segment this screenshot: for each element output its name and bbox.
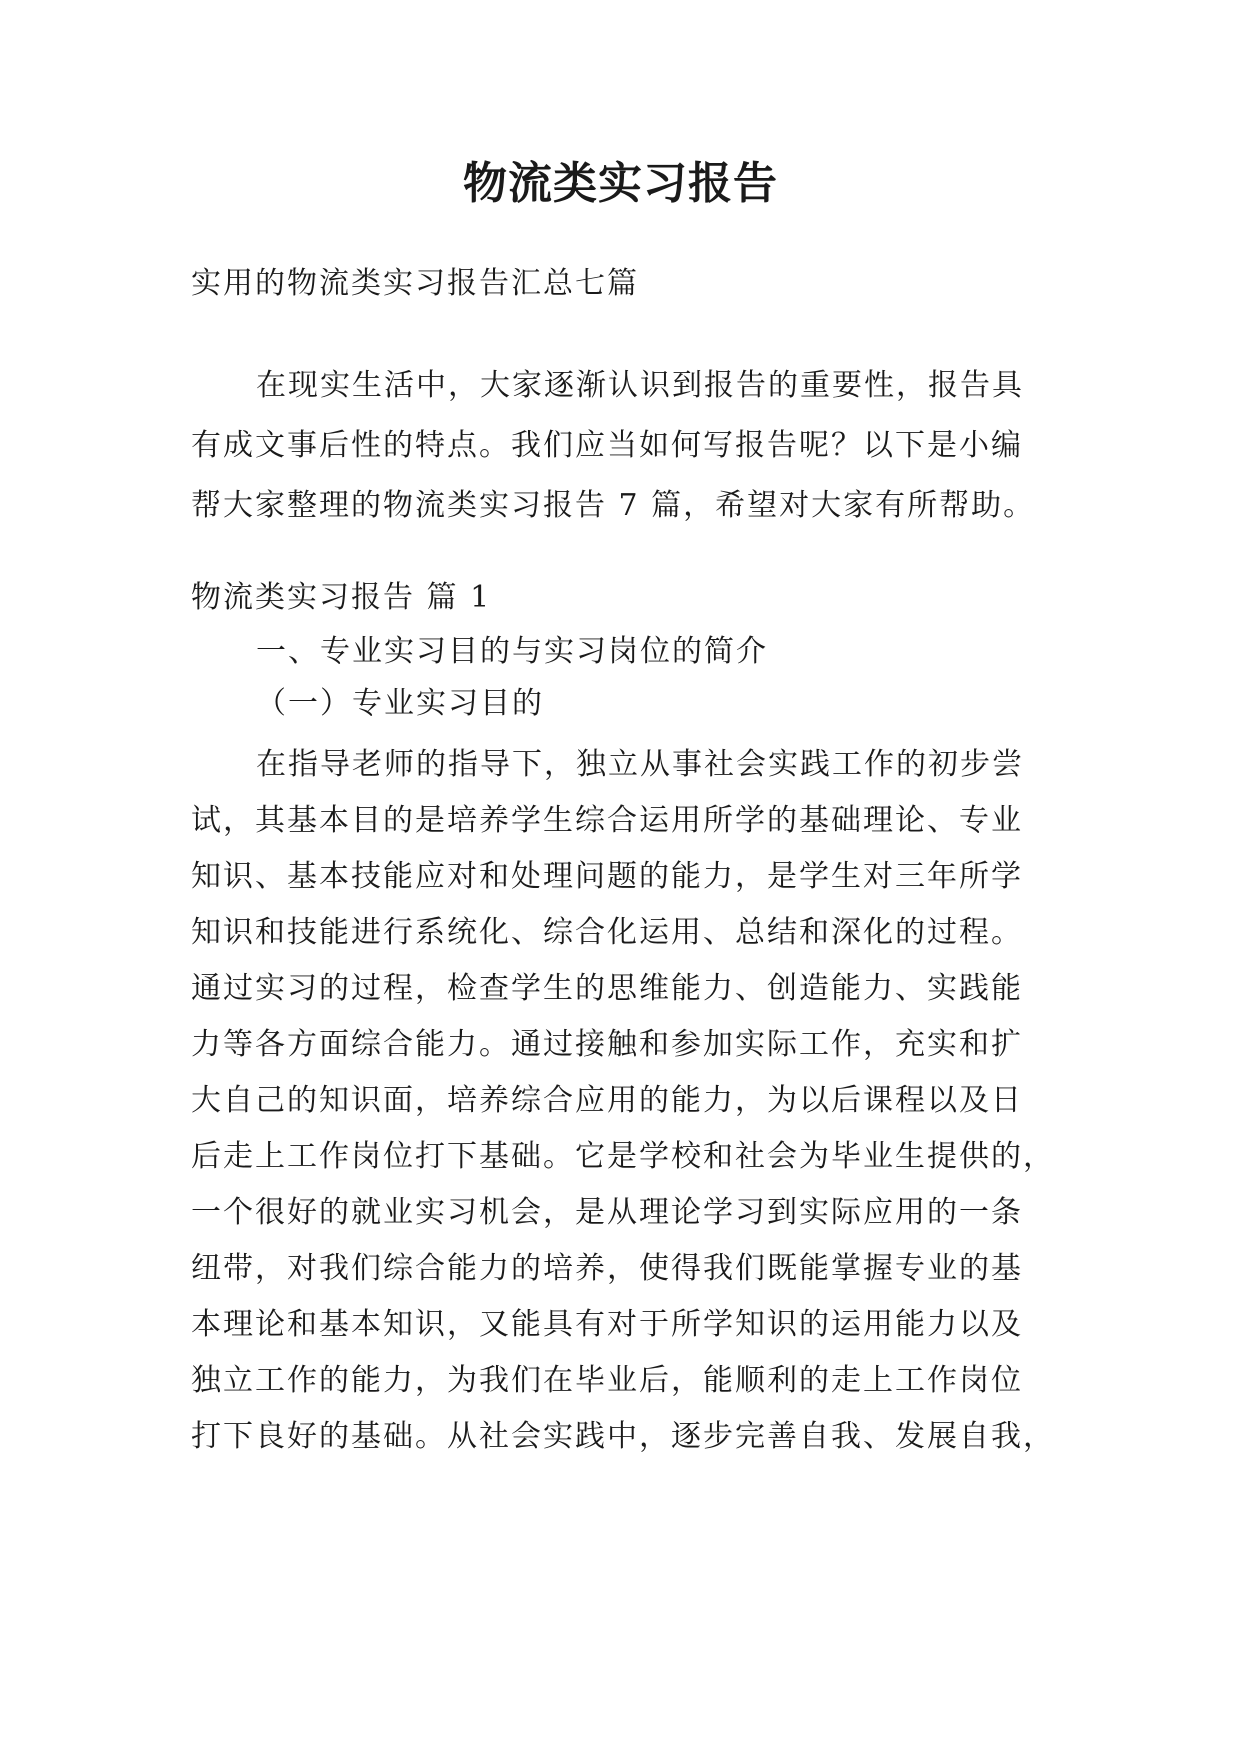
body-line: 知识、基本技能应对和处理问题的能力，是学生对三年所学 <box>191 859 1023 894</box>
body-line: 打下良好的基础。从社会实践中，逐步完善自我、发展自我， <box>191 1419 1055 1454</box>
document-title: 物流类实习报告 <box>463 158 778 209</box>
body-line: 本理论和基本知识，又能具有对于所学知识的运用能力以及 <box>191 1307 1023 1342</box>
body-line: 后走上工作岗位打下基础。它是学校和社会为毕业生提供的， <box>191 1139 1055 1174</box>
body-line: 独立工作的能力，为我们在毕业后，能顺利的走上工作岗位 <box>191 1363 1023 1398</box>
body-line: 试，其基本目的是培养学生综合运用所学的基础理论、专业 <box>191 803 1023 838</box>
heading-level-2: （一）专业实习目的 <box>256 686 544 721</box>
intro-line: 帮大家整理的物流类实习报告 7 篇，希望对大家有所帮助。 <box>191 488 1036 523</box>
body-line: 通过实习的过程，检查学生的思维能力、创造能力、实践能 <box>191 971 1023 1006</box>
intro-line: 有成文事后性的特点。我们应当如何写报告呢？以下是小编 <box>191 428 1023 463</box>
body-line: 知识和技能进行系统化、综合化运用、总结和深化的过程。 <box>191 915 1023 950</box>
body-line: 一个很好的就业实习机会，是从理论学习到实际应用的一条 <box>191 1195 1023 1230</box>
section-heading: 物流类实习报告 篇 1 <box>191 580 492 615</box>
body-line: 在指导老师的指导下，独立从事社会实践工作的初步尝 <box>256 747 1024 782</box>
body-line: 纽带，对我们综合能力的培养，使得我们既能掌握专业的基 <box>191 1251 1023 1286</box>
document-subtitle: 实用的物流类实习报告汇总七篇 <box>191 266 639 301</box>
intro-line: 在现实生活中，大家逐渐认识到报告的重要性，报告具 <box>256 368 1024 403</box>
body-line: 大自己的知识面，培养综合应用的能力，为以后课程以及日 <box>191 1083 1023 1118</box>
heading-level-1: 一、专业实习目的与实习岗位的简介 <box>256 634 768 669</box>
body-line: 力等各方面综合能力。通过接触和参加实际工作，充实和扩 <box>191 1027 1023 1062</box>
